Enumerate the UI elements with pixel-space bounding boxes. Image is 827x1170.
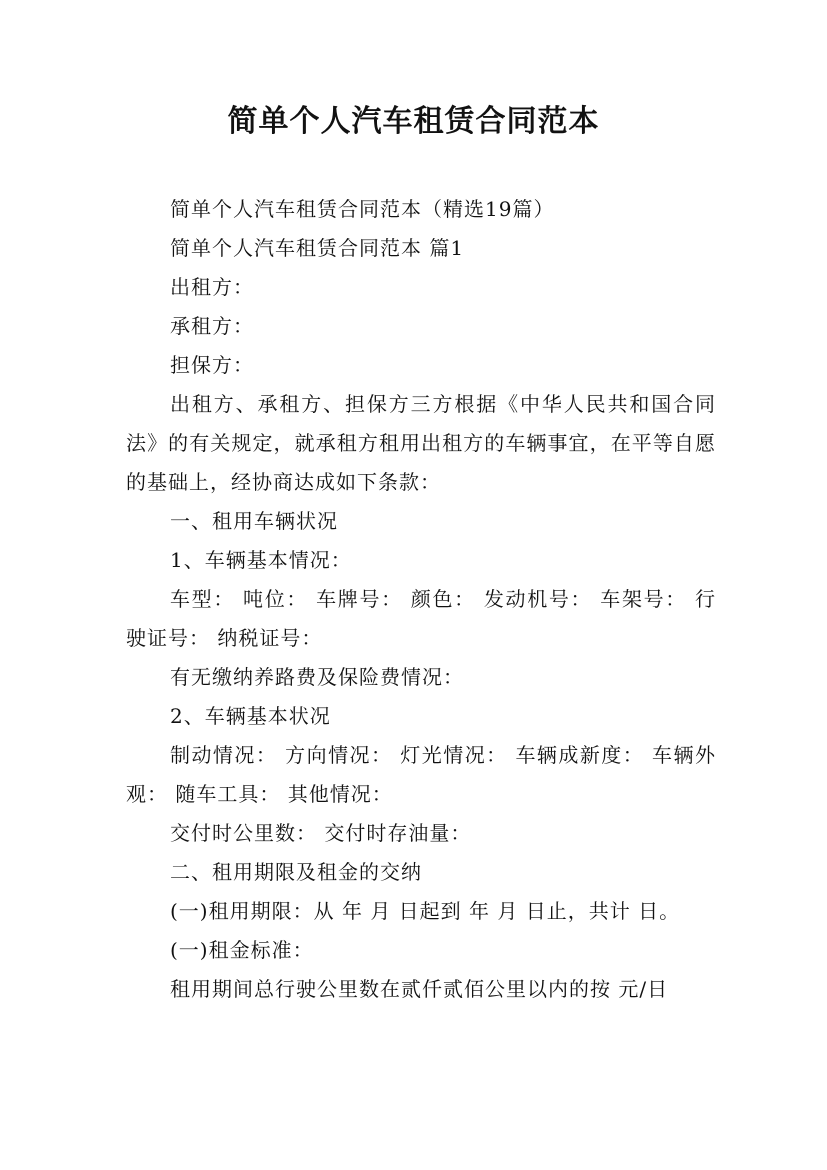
clause-heading-term: 二、租用期限及租金的交纳: [170, 860, 422, 884]
rent-standard-heading: (一)租金标准：: [170, 938, 314, 962]
term-paragraph: (一)租用期限：从 年 月 日起到 年 月 日止，共计 日。: [170, 899, 681, 923]
guarantor-field: 担保方：: [170, 353, 254, 377]
preamble-paragraph: 出租方、承租方、担保方三方根据《中华人民共和国合同法》的有关规定，就承租方租用出租方的车辆事宜，在平等自愿的基础上，经协商达成如下条款：: [126, 392, 716, 494]
document-body: [126, 190, 716, 1009]
subtitle-paragraph: 简单个人汽车租赁合同范本（精选19篇）: [170, 197, 555, 221]
document-title: 简单个人汽车租赁合同范本: [227, 104, 600, 139]
lessee-field: 承租方：: [170, 314, 254, 338]
fees-paragraph: 有无缴纳养路费及保险费情况：: [170, 665, 464, 689]
delivery-fields-paragraph: 交付时公里数： 交付时存油量：: [170, 821, 472, 845]
vehicle-fields-paragraph: 车型： 吨位： 车牌号： 颜色： 发动机号： 车架号： 行驶证号： 纳税证号：: [126, 587, 716, 650]
condition-fields-paragraph: 制动情况： 方向情况： 灯光情况： 车辆成新度： 车辆外观： 随车工具： 其他情况：: [126, 743, 716, 806]
rent-rate-paragraph: 租用期间总行驶公里数在贰仟贰佰公里以内的按 元/日: [170, 977, 669, 1001]
clause-heading-vehicle: 一、租用车辆状况: [170, 509, 338, 533]
lessor-field: 出租方：: [170, 275, 254, 299]
section-heading: 简单个人汽车租赁合同范本 篇1: [170, 236, 465, 260]
vehicle-basic-info-heading: 1、车辆基本情况：: [170, 548, 352, 572]
vehicle-condition-heading: 2、车辆基本状况: [170, 704, 331, 728]
